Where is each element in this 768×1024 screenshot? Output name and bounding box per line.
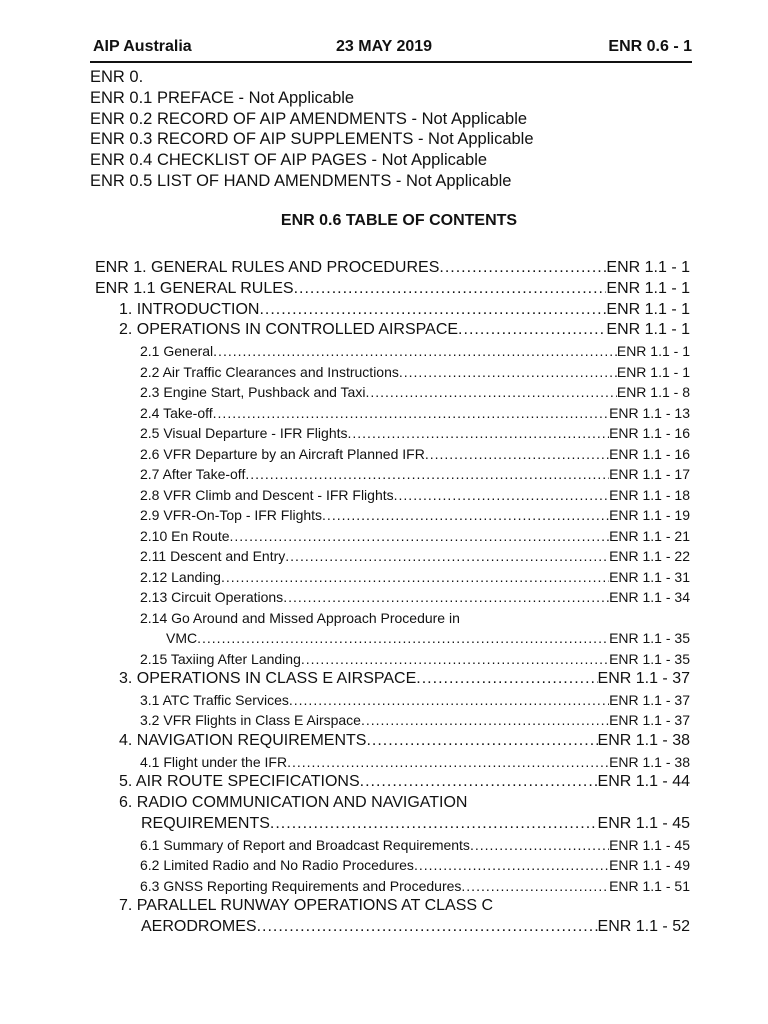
toc-dot-leader	[285, 546, 609, 567]
toc-entry	[0, 258, 768, 279]
toc-entry	[0, 731, 768, 752]
toc-entry	[0, 772, 768, 793]
toc-entry-title: VMC	[166, 630, 198, 647]
toc-dot-leader	[366, 731, 597, 752]
toc-entry-page: ENR 1.1 - 18	[609, 486, 690, 503]
toc-dot-leader	[283, 587, 609, 608]
toc-entry	[0, 608, 768, 629]
toc-dot-leader	[461, 876, 609, 897]
toc-dot-leader	[348, 423, 610, 444]
toc-entry-title: 2.7 After Take-off	[140, 466, 246, 483]
table-of-contents	[0, 258, 768, 938]
toc-entry-page: ENR 1.1 - 1	[616, 343, 690, 360]
toc-entry-title: 2.5 Visual Departure - IFR Flights	[140, 425, 348, 442]
toc-entry	[0, 279, 768, 300]
toc-dot-leader	[257, 917, 598, 938]
toc-dot-leader	[439, 258, 606, 279]
header-publication: AIP Australia	[93, 38, 192, 55]
toc-entry	[0, 526, 768, 547]
toc-dot-leader	[197, 628, 609, 649]
toc-entry-page: ENR 1.1 - 38	[609, 753, 690, 770]
toc-entry	[0, 649, 768, 670]
toc-entry-title: REQUIREMENTS	[141, 814, 270, 832]
toc-dot-leader	[213, 403, 609, 424]
toc-entry-title: 2.1 General	[140, 343, 214, 360]
toc-dot-leader	[394, 485, 609, 506]
preamble-line: ENR 0.2 RECORD OF AIP AMENDMENTS - Not Applicable	[90, 109, 528, 128]
toc-entry	[0, 917, 768, 938]
toc-entry-page: ENR 1.1 - 38	[597, 731, 690, 749]
toc-entry-page: ENR 1.1 - 37	[609, 691, 690, 708]
toc-entry	[0, 341, 768, 362]
toc-entry	[0, 835, 768, 856]
toc-entry-page: ENR 1.1 - 1	[606, 279, 690, 297]
toc-dot-leader	[399, 362, 617, 383]
toc-dot-leader	[245, 464, 609, 485]
toc-entry-page: ENR 1.1 - 16	[609, 445, 690, 462]
toc-entry-title: 6. RADIO COMMUNICATION AND NAVIGATION	[119, 794, 468, 812]
toc-dot-leader	[416, 669, 597, 690]
toc-entry-title: 5. AIR ROUTE SPECIFICATIONS	[119, 773, 360, 791]
toc-entry	[0, 567, 768, 588]
toc-dot-leader	[360, 772, 598, 793]
toc-entry-title: AERODROMES	[141, 917, 257, 935]
toc-dot-leader	[259, 300, 606, 321]
toc-entry	[0, 464, 768, 485]
toc-dot-leader	[301, 649, 609, 670]
toc-dot-leader	[213, 341, 617, 362]
toc-entry	[0, 587, 768, 608]
toc-entry-title: 7. PARALLEL RUNWAY OPERATIONS AT CLASS C	[119, 897, 494, 915]
toc-entry-page: ENR 1.1 - 21	[609, 527, 690, 544]
toc-entry-page: ENR 1.1 - 16	[609, 425, 690, 442]
toc-entry-page: ENR 1.1 - 13	[609, 404, 690, 421]
toc-entry-title: 3. OPERATIONS IN CLASS E AIRSPACE	[119, 670, 417, 688]
toc-dot-leader	[361, 710, 609, 731]
toc-entry-page: ENR 1.1 - 1	[606, 300, 690, 318]
toc-entry	[0, 546, 768, 567]
toc-dot-leader	[221, 567, 609, 588]
toc-entry-page: ENR 1.1 - 34	[609, 589, 690, 606]
toc-entry-title: ENR 1.1 GENERAL RULES	[95, 279, 294, 297]
toc-entry-page: ENR 1.1 - 8	[616, 384, 690, 401]
preamble-line: ENR 0.5 LIST OF HAND AMENDMENTS - Not Applicable	[90, 171, 512, 190]
toc-entry	[0, 423, 768, 444]
toc-entry	[0, 855, 768, 876]
toc-entry-page: ENR 1.1 - 44	[597, 773, 690, 791]
header-date: 23 MAY 2019	[336, 38, 433, 55]
toc-entry	[0, 485, 768, 506]
toc-entry-title: 2.4 Take-off	[140, 404, 213, 421]
toc-dot-leader	[287, 752, 609, 773]
preamble	[90, 67, 534, 192]
toc-entry-title: 2.14 Go Around and Missed Approach Procedure in	[140, 609, 460, 626]
toc-dot-leader	[289, 690, 609, 711]
preamble-line: ENR 0.4 CHECKLIST OF AIP PAGES - Not Applicable	[90, 151, 488, 170]
toc-entry-title: 2.10 En Route	[140, 527, 230, 544]
toc-entry-title: 2.2 Air Traffic Clearances and Instructions	[140, 363, 399, 380]
toc-dot-leader	[230, 526, 610, 547]
toc-entry	[0, 300, 768, 321]
toc-entry	[0, 628, 768, 649]
toc-dot-leader	[270, 814, 598, 835]
toc-entry-title: 4. NAVIGATION REQUIREMENTS	[119, 731, 367, 749]
toc-entry-page: ENR 1.1 - 45	[597, 814, 690, 832]
toc-entry-title: 4.1 Flight under the IFR	[140, 753, 288, 770]
toc-dot-leader	[294, 279, 607, 300]
preamble-line: ENR 0.1 PREFACE - Not Applicable	[90, 88, 355, 107]
toc-entry-title: 1. INTRODUCTION	[119, 300, 260, 318]
toc-entry	[0, 320, 768, 341]
toc-entry-title: 2.15 Taxiing After Landing	[140, 650, 301, 667]
preamble-line: ENR 0.	[90, 68, 144, 86]
toc-entry-page: ENR 1.1 - 1	[616, 363, 690, 380]
toc-entry-page: ENR 1.1 - 31	[609, 568, 690, 585]
toc-entry	[0, 505, 768, 526]
toc-entry	[0, 896, 768, 917]
toc-dot-leader	[470, 835, 609, 856]
toc-title: ENR 0.6 TABLE OF CONTENTS	[280, 212, 518, 229]
toc-entry-page: ENR 1.1 - 37	[597, 670, 690, 688]
toc-entry-page: ENR 1.1 - 52	[597, 917, 690, 935]
toc-entry-title: 2.9 VFR-On-Top - IFR Flights	[140, 507, 323, 524]
header-page-number: ENR 0.6 - 1	[608, 38, 692, 55]
toc-entry-page: ENR 1.1 - 35	[609, 630, 690, 647]
toc-dot-leader	[365, 382, 616, 403]
preamble-line: ENR 0.3 RECORD OF AIP SUPPLEMENTS - Not Applicable	[90, 130, 534, 149]
toc-entry-title: 6.1 Summary of Report and Broadcast Requirements	[140, 836, 470, 853]
page-header	[90, 38, 692, 60]
toc-entry	[0, 793, 768, 814]
toc-entry-page: ENR 1.1 - 22	[609, 548, 690, 565]
toc-entry-title: 6.2 Limited Radio and No Radio Procedures	[140, 857, 414, 874]
toc-entry-page: ENR 1.1 - 51	[609, 877, 690, 894]
toc-entry-page: ENR 1.1 - 49	[609, 857, 690, 874]
toc-entry	[0, 362, 768, 383]
toc-entry-title: 2.8 VFR Climb and Descent - IFR Flights	[140, 486, 394, 503]
toc-entry	[0, 710, 768, 731]
toc-dot-leader	[458, 320, 606, 341]
toc-entry-title: 6.3 GNSS Reporting Requirements and Procedures	[140, 877, 462, 894]
header-rule	[90, 61, 692, 63]
toc-entry-title: 2. OPERATIONS IN CONTROLLED AIRSPACE	[119, 321, 459, 339]
toc-entry-title: 2.12 Landing	[140, 568, 221, 585]
toc-entry	[0, 752, 768, 773]
toc-dot-leader	[425, 444, 609, 465]
toc-entry	[0, 382, 768, 403]
toc-entry-title: 2.6 VFR Departure by an Aircraft Planned IFR	[140, 445, 425, 462]
toc-dot-leader	[322, 505, 609, 526]
toc-entry-page: ENR 1.1 - 35	[609, 650, 690, 667]
toc-entry-page: ENR 1.1 - 45	[609, 836, 690, 853]
toc-entry	[0, 690, 768, 711]
toc-entry	[0, 876, 768, 897]
toc-entry-page: ENR 1.1 - 17	[609, 466, 690, 483]
toc-entry-page: ENR 1.1 - 1	[606, 259, 690, 276]
toc-entry-title: ENR 1. GENERAL RULES AND PROCEDURES	[95, 259, 440, 276]
toc-entry-page: ENR 1.1 - 19	[609, 507, 690, 524]
toc-entry-page: ENR 1.1 - 37	[609, 712, 690, 729]
toc-entry-title: 2.3 Engine Start, Pushback and Taxi	[140, 384, 366, 401]
toc-entry-title: 2.13 Circuit Operations	[140, 589, 284, 606]
toc-entry	[0, 403, 768, 424]
toc-entry-title: 2.11 Descent and Entry	[140, 548, 286, 565]
toc-entry	[0, 444, 768, 465]
toc-entry-title: 3.1 ATC Traffic Services	[140, 691, 289, 708]
toc-entry-title: 3.2 VFR Flights in Class E Airspace	[140, 712, 361, 729]
toc-entry	[0, 814, 768, 835]
toc-entry-page: ENR 1.1 - 1	[606, 321, 690, 339]
toc-entry	[0, 669, 768, 690]
toc-dot-leader	[414, 855, 609, 876]
